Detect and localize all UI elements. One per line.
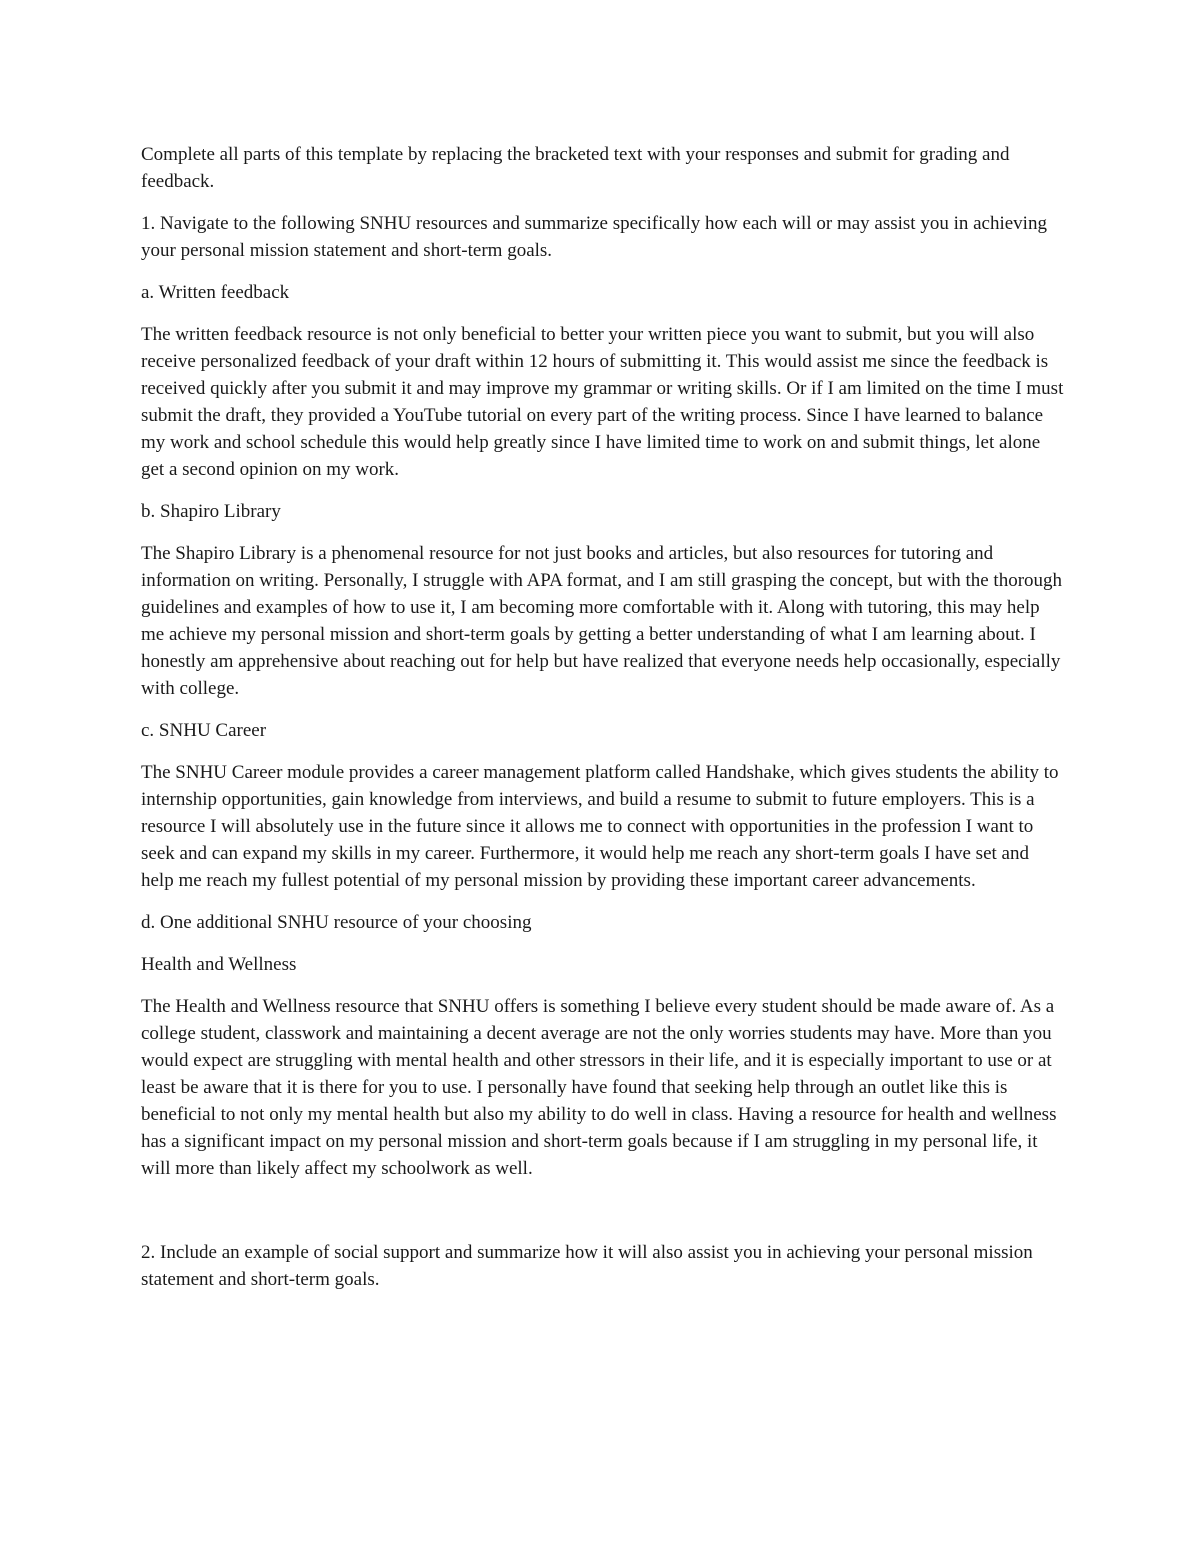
- question-1: 1. Navigate to the following SNHU resources and summarize specifically how each will or may assist you in achieving your personal mission statement and short-term goals.: [141, 213, 1047, 261]
- blank-space: [141, 1197, 1066, 1239]
- document-body: [141, 141, 1066, 1308]
- section-d-subheading: Health and Wellness: [141, 954, 297, 975]
- section-b-body: The Shapiro Library is a phenomenal resource for not just books and articles, but also resources for tutoring and information on writing. Personally, I struggle with APA format, and I am still grasping the concept, but with the thorough guidelines and examples of how to use it, I am becoming more comfortable with it. Along with tutoring, this may help me achieve my personal mission and short-term goals by getting a better understanding of what I am learning about. I honestly am apprehensive about reaching out for help but have realized that everyone needs help occasionally, especially with college.: [141, 543, 1063, 699]
- section-a-heading: a. Written feedback: [141, 282, 290, 303]
- section-d-heading: d. One additional SNHU resource of your choosing: [141, 912, 532, 933]
- section-d-body: The Health and Wellness resource that SNHU offers is something I believe every student should be made aware of. As a college student, classwork and maintaining a decent average are not the only worries students may have. More than you would expect are struggling with mental health and other stressors in their life, and it is especially important to use or at least be aware that it is there for you to use. I personally have found that seeking help through an outlet like this is beneficial to not only my mental health but also my ability to do well in class. Having a resource for health and wellness has a significant impact on my personal mission and short-term goals because if I am struggling in my personal life, it will more than likely affect my schoolwork as well.: [141, 996, 1057, 1179]
- question-2: 2. Include an example of social support and summarize how it will also assist you in achieving your personal mission statement and short-term goals.: [141, 1242, 1033, 1290]
- section-b-heading: b. Shapiro Library: [141, 501, 281, 522]
- section-c-body: The SNHU Career module provides a career management platform called Handshake, which gives students the ability to internship opportunities, gain knowledge from interviews, and build a resume to submit to future employers. This is a resource I will absolutely use in the future since it allows me to connect with opportunities in the profession I want to seek and can expand my skills in my career. Furthermore, it would help me reach any short-term goals I have set and help me reach my fullest potential of my personal mission by providing these important career advancements.: [141, 762, 1059, 891]
- section-c-heading: c. SNHU Career: [141, 720, 267, 741]
- section-a-body: The written feedback resource is not only beneficial to better your written piece you want to submit, but you will also receive personalized feedback of your draft within 12 hours of submitting it. This would assist me since the feedback is received quickly after you submit it and may improve my grammar or writing skills. Or if I am limited on the time I must submit the draft, they provided a YouTube tutorial on every part of the writing process. Since I have learned to balance my work and school schedule this would help greatly since I have limited time to work on and submit things, let alone get a second opinion on my work.: [141, 324, 1064, 480]
- instructions-paragraph: Complete all parts of this template by replacing the bracketed text with your responses and submit for grading and feedback.: [141, 144, 1010, 192]
